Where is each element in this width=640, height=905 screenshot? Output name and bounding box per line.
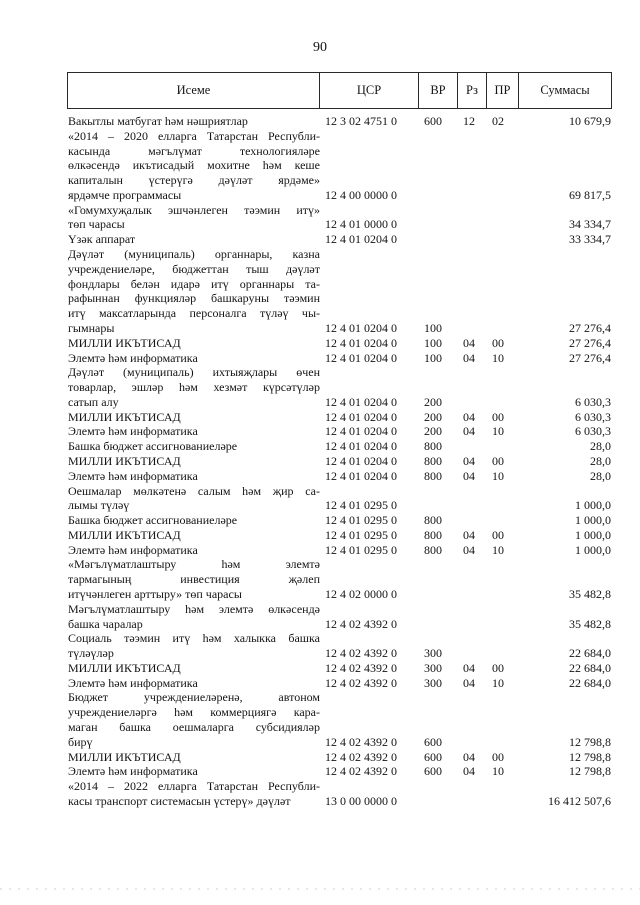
row-pr: 02 <box>492 114 504 128</box>
row-name <box>67 247 320 336</box>
row-sum: 22 684,0 <box>569 646 611 661</box>
row-csr: 12 4 01 0204 0 <box>325 350 397 365</box>
row-name-line: тармагының инвестиция җәлеп <box>68 572 320 587</box>
row-name-line: ярдәмче программасы <box>68 187 182 202</box>
table-row <box>67 424 612 439</box>
row-pr: 10 <box>492 350 504 365</box>
row-csr: 12 4 01 0295 0 <box>325 498 397 513</box>
row-sum: 6 030,3 <box>575 394 611 409</box>
header-csr: ЦСР <box>320 73 419 108</box>
row-name <box>67 779 320 809</box>
row-csr: 12 4 02 0000 0 <box>325 587 397 601</box>
row-name-line: итү максатларында персоналга түләү чы- <box>68 306 320 321</box>
row-name-line: Элемтә һәм информатика <box>68 542 198 557</box>
table-row <box>67 484 612 514</box>
page-number: 90 <box>313 40 327 55</box>
row-vr: 300 <box>424 675 442 690</box>
row-name-line: Мәгълүматлаштыру һәм элемтә өлкәсендә <box>68 601 320 616</box>
row-sum: 1 000,0 <box>575 527 611 542</box>
row-name-line: Социаль тәэмин итү һәм халыкка башка <box>68 631 320 646</box>
row-name-line: сатып алу <box>68 394 119 409</box>
row-pr: 00 <box>492 660 504 675</box>
row-name-line: МИЛЛИ ИКЪТИСАД <box>68 409 181 424</box>
row-name <box>67 764 320 779</box>
row-pr: 10 <box>492 675 504 690</box>
row-sum: 28,0 <box>590 468 611 483</box>
row-sum: 16 412 507,6 <box>548 793 611 808</box>
row-name-line: Дәүләт (муниципаль) ихтыяҗлары өчен <box>68 365 320 380</box>
row-sum: 1 000,0 <box>575 498 611 513</box>
table-row <box>67 602 612 632</box>
row-csr: 12 4 01 0204 0 <box>325 468 397 483</box>
table-row <box>67 469 612 484</box>
scan-noise <box>0 888 640 890</box>
row-sum: 12 798,8 <box>569 764 611 779</box>
row-csr: 12 3 02 4751 0 <box>325 114 397 128</box>
row-vr: 800 <box>424 527 442 542</box>
row-rz: 04 <box>463 424 475 439</box>
row-name-line: башка чаралар <box>68 616 143 631</box>
budget-table <box>67 72 612 809</box>
row-name <box>67 631 320 661</box>
table-row <box>67 513 612 528</box>
row-name-line: Элемтә һәм информатика <box>68 764 198 779</box>
row-pr: 00 <box>492 453 504 468</box>
row-vr: 100 <box>424 350 442 365</box>
table-row <box>67 779 612 809</box>
row-rz: 04 <box>463 350 475 365</box>
row-name-line: МИЛЛИ ИКЪТИСАД <box>68 660 181 675</box>
row-sum: 12 798,8 <box>569 749 611 764</box>
row-sum: 10 679,9 <box>569 114 611 128</box>
row-sum: 27 276,4 <box>569 350 611 365</box>
row-name-line: «Гомумхуҗалык эшчәнлеген тәэмин итү» <box>68 202 320 217</box>
row-name-line: МИЛЛИ ИКЪТИСАД <box>68 335 181 350</box>
row-name-line: МИЛЛИ ИКЪТИСАД <box>68 527 181 542</box>
row-name-line: түләүләр <box>68 646 114 661</box>
row-name-line: Башка бюджет ассигнованиеләре <box>68 513 238 528</box>
row-csr: 12 4 01 0295 0 <box>325 513 397 528</box>
table-row <box>67 764 612 779</box>
table-row <box>67 351 612 366</box>
row-csr: 12 4 02 4392 0 <box>325 616 397 631</box>
row-sum: 35 482,8 <box>569 616 611 631</box>
row-name <box>67 439 320 454</box>
row-csr: 12 4 01 0204 0 <box>325 439 397 454</box>
table-row <box>67 203 612 233</box>
table-row <box>67 232 612 247</box>
row-name <box>67 543 320 558</box>
table-row <box>67 690 612 749</box>
table-header <box>67 72 612 109</box>
row-name <box>67 129 320 203</box>
table-row <box>67 410 612 425</box>
row-vr: 600 <box>424 114 442 128</box>
row-pr: 00 <box>492 335 504 350</box>
row-pr: 00 <box>492 749 504 764</box>
row-rz: 04 <box>463 453 475 468</box>
row-vr: 600 <box>424 764 442 779</box>
row-name-line: МИЛЛИ ИКЪТИСАД <box>68 453 181 468</box>
table-row <box>67 439 612 454</box>
row-name <box>67 203 320 233</box>
row-pr: 10 <box>492 764 504 779</box>
row-name-line: гымнары <box>68 320 115 335</box>
row-name-line: Элемтә һәм информатика <box>68 424 198 439</box>
row-csr: 12 4 01 0204 0 <box>325 409 397 424</box>
row-csr: 12 4 02 4392 0 <box>325 660 397 675</box>
row-name <box>67 602 320 632</box>
row-name <box>67 676 320 691</box>
row-vr: 800 <box>424 513 442 528</box>
row-name <box>67 750 320 765</box>
row-name-line: касы транспорт системасын үстерү» дәүләт <box>68 793 291 808</box>
row-csr: 12 4 01 0295 0 <box>325 542 397 557</box>
row-name-line: бирү <box>68 734 93 749</box>
row-name-line: рафыннан функцияләр башкаруны тәэмин <box>68 291 320 306</box>
row-name-line: төп чарасы <box>68 217 125 232</box>
row-rz: 04 <box>463 527 475 542</box>
row-csr: 12 4 01 0204 0 <box>325 335 397 350</box>
row-rz: 04 <box>463 660 475 675</box>
row-vr: 300 <box>424 660 442 675</box>
table-row <box>67 365 612 409</box>
row-name-line: Үзәк аппарат <box>68 232 136 247</box>
header-name: Исеме <box>68 73 320 108</box>
row-name-line: Элемтә һәм информатика <box>68 675 198 690</box>
row-sum: 22 684,0 <box>569 675 611 690</box>
row-pr: 10 <box>492 424 504 439</box>
row-rz: 12 <box>463 114 475 128</box>
table-row <box>67 454 612 469</box>
row-name-line: «Мәгълүматлаштыру һәм элемтә <box>68 557 320 572</box>
row-sum: 6 030,3 <box>575 409 611 424</box>
row-csr: 12 4 01 0204 0 <box>325 453 397 468</box>
table-row <box>67 676 612 691</box>
row-name <box>67 351 320 366</box>
row-sum: 35 482,8 <box>569 587 611 601</box>
row-name-line: Оешмалар мөлкәтенә салым һәм җир са- <box>68 483 320 498</box>
row-name <box>67 469 320 484</box>
row-name-line: итүчәнлеген арттыру» төп чарасы <box>68 587 242 601</box>
row-vr: 600 <box>424 749 442 764</box>
row-name-line: МИЛЛИ ИКЪТИСАД <box>68 749 181 764</box>
row-name <box>67 690 320 749</box>
row-name-line: фондлары белән идарә итү органнары та- <box>68 276 320 291</box>
row-vr: 800 <box>424 439 442 454</box>
row-vr: 800 <box>424 453 442 468</box>
row-name <box>67 528 320 543</box>
row-pr: 00 <box>492 527 504 542</box>
row-name-line: Башка бюджет ассигнованиеләре <box>68 439 238 454</box>
row-name <box>67 424 320 439</box>
row-csr: 12 4 02 4392 0 <box>325 646 397 661</box>
row-rz: 04 <box>463 468 475 483</box>
row-csr: 12 4 01 0204 0 <box>325 424 397 439</box>
row-name-line: Элемтә һәм информатика <box>68 350 198 365</box>
row-name <box>67 513 320 528</box>
header-pr: ПР <box>487 73 519 108</box>
row-vr: 200 <box>424 394 442 409</box>
row-sum: 12 798,8 <box>569 734 611 749</box>
row-name-line: маган башка оешмаларга субсидияләр <box>68 720 320 735</box>
row-rz: 04 <box>463 335 475 350</box>
row-vr: 200 <box>424 424 442 439</box>
table-row <box>67 129 612 203</box>
row-name <box>67 232 320 247</box>
row-vr: 300 <box>424 646 442 661</box>
row-sum: 28,0 <box>590 453 611 468</box>
row-name-line: учреждениеләре, бюджеттан тыш дәүләт <box>68 261 320 276</box>
row-csr: 12 4 01 0000 0 <box>325 217 397 232</box>
header-sum: Суммасы <box>540 83 590 97</box>
row-name-line: учреждениеләргә һәм коммерциягә кара- <box>68 705 320 720</box>
row-name-line: товарлар, эшләр һәм хезмәт күрсәтүләр <box>68 380 320 395</box>
row-sum: 1 000,0 <box>575 513 611 528</box>
table-row <box>67 543 612 558</box>
row-rz: 04 <box>463 764 475 779</box>
row-csr: 12 4 01 0295 0 <box>325 527 397 542</box>
row-sum: 28,0 <box>590 439 611 454</box>
row-vr: 800 <box>424 542 442 557</box>
row-name-line: лымы түләү <box>68 498 130 513</box>
row-vr: 600 <box>424 734 442 749</box>
row-name-line: өлкәсендә икътисадый мохитне һәм кеше <box>68 158 320 173</box>
row-name-line: Бюджет учреждениеләренә, автоном <box>68 690 320 705</box>
row-sum: 22 684,0 <box>569 660 611 675</box>
row-csr: 12 4 01 0204 0 <box>325 394 397 409</box>
table-row <box>67 336 612 351</box>
table-row <box>67 750 612 765</box>
row-vr: 200 <box>424 409 442 424</box>
row-sum: 6 030,3 <box>575 424 611 439</box>
row-name <box>67 410 320 425</box>
row-name <box>67 336 320 351</box>
row-sum: 27 276,4 <box>569 320 611 335</box>
row-pr: 10 <box>492 542 504 557</box>
row-name-line: Элемтә һәм информатика <box>68 468 198 483</box>
row-name-line: капиталын үстерүгә дәүләт ярдәме» <box>68 173 320 188</box>
row-name <box>67 557 320 601</box>
row-name <box>67 365 320 409</box>
row-name-line: касында мәгълүмат технологияләре <box>68 143 320 158</box>
row-name-line: Дәүләт (муниципаль) органнары, казна <box>68 247 320 262</box>
row-sum: 1 000,0 <box>575 542 611 557</box>
row-name-line: Вакытлы матбугат һәм нәшриятлар <box>68 114 248 128</box>
row-csr: 12 4 00 0000 0 <box>325 187 397 202</box>
row-csr: 13 0 00 0000 0 <box>325 793 397 808</box>
row-name-line: «2014 – 2020 елларга Татарстан Республи- <box>68 128 320 143</box>
row-pr: 10 <box>492 468 504 483</box>
table-row <box>67 114 612 129</box>
row-vr: 800 <box>424 468 442 483</box>
row-sum: 69 817,5 <box>569 187 611 202</box>
row-name-line: «2014 – 2022 елларга Татарстан Республи- <box>68 779 320 794</box>
row-csr: 12 4 01 0204 0 <box>325 232 397 247</box>
row-csr: 12 4 02 4392 0 <box>325 749 397 764</box>
row-sum: 27 276,4 <box>569 335 611 350</box>
row-name <box>67 661 320 676</box>
row-vr: 100 <box>424 320 442 335</box>
header-rz: Рз <box>458 73 487 108</box>
table-row <box>67 631 612 661</box>
row-rz: 04 <box>463 409 475 424</box>
header-vr: ВР <box>419 73 458 108</box>
row-csr: 12 4 02 4392 0 <box>325 764 397 779</box>
row-csr: 12 4 01 0204 0 <box>325 320 397 335</box>
row-csr: 12 4 02 4392 0 <box>325 675 397 690</box>
row-csr: 12 4 02 4392 0 <box>325 734 397 749</box>
row-rz: 04 <box>463 749 475 764</box>
table-body <box>67 114 612 809</box>
table-row <box>67 247 612 336</box>
row-name <box>67 114 320 129</box>
row-sum: 34 334,7 <box>569 217 611 232</box>
table-row <box>67 528 612 543</box>
row-name <box>67 454 320 469</box>
row-vr: 100 <box>424 335 442 350</box>
row-name <box>67 484 320 514</box>
table-row <box>67 661 612 676</box>
row-rz: 04 <box>463 675 475 690</box>
table-row <box>67 557 612 601</box>
row-rz: 04 <box>463 542 475 557</box>
row-sum: 33 334,7 <box>569 232 611 247</box>
row-pr: 00 <box>492 409 504 424</box>
